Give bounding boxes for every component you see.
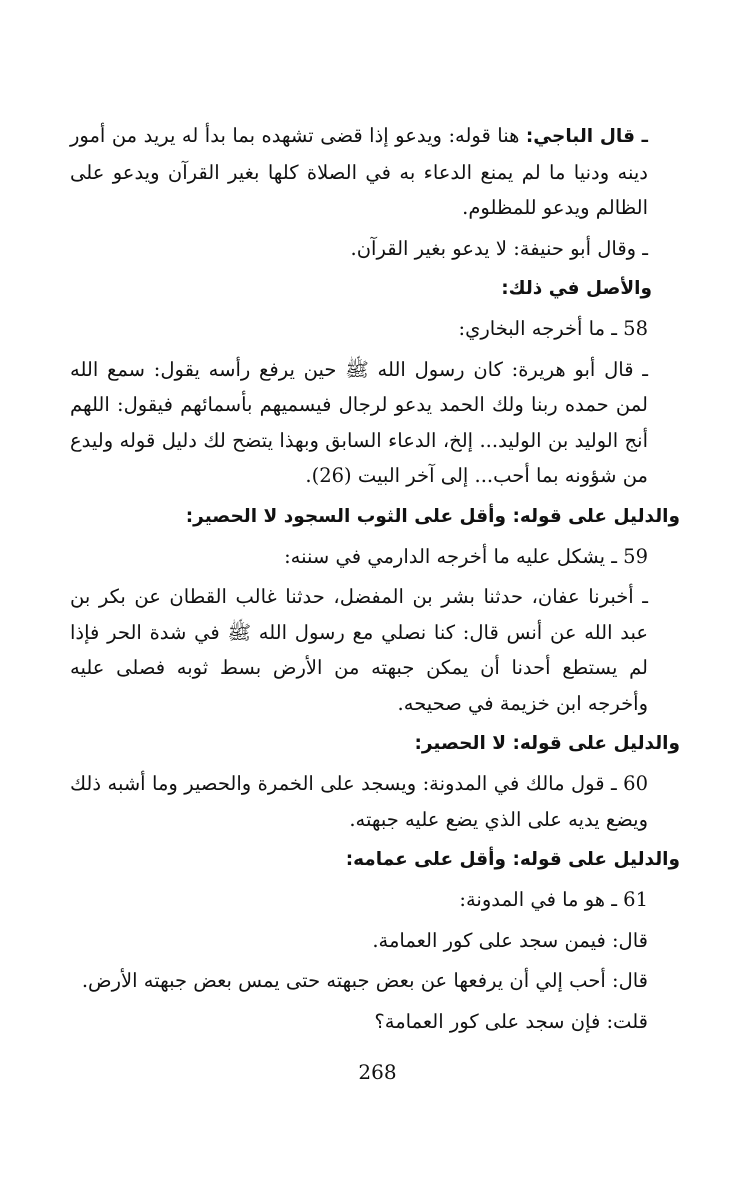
paragraph-qala-2: قال: أحب إلي أن يرفعها عن بعض جبهته حتى يمس بعض جبهته الأرض. <box>81 969 648 992</box>
paragraph-baji-lead: ـ قال الباجي: <box>525 126 648 147</box>
paragraph-59: 59 ـ يشكل عليه ما أخرجه الدارمي في سننه: <box>284 544 648 568</box>
paragraph-61: 61 ـ هو ما في المدونة: <box>459 888 648 911</box>
paragraph-abu-hurayra: ـ قال أبو هريرة: كان رسول الله ﷺ حين يرفع رأسه يقول: سمع الله لمن حمده ربنا ولك الحمد يدعو لرجال فيسميهم بأسمائهم فيقول: اللهم أنج الوليد بن الوليد... إلخ، الدعاء السابق وبهذا يتضح لك دليل قوله وليدع من شؤونه بما أحب... إلى آخر البيت (26). <box>70 357 648 487</box>
heading-origin: والأصل في ذلك: <box>501 278 652 299</box>
paragraph-baji-text: هنا قوله: ويدعو إذا قضى تشهده بما بدأ له يريد من أمور دينه ودنيا ما لم يمنع الدعاء به في الصلاة كلها بغير القرآن ويدعو على الظالم ويدعو للمظلوم. <box>70 124 648 219</box>
paragraph-58: 58 ـ ما أخرجه البخاري: <box>458 317 648 340</box>
heading-evidence-mat: والدليل على قوله: لا الحصير: <box>414 733 680 754</box>
heading-evidence-cloth: والدليل على قوله: وأقل على الثوب السجود لا الحصير: <box>185 505 680 527</box>
paragraph-affan: ـ أخبرنا عفان، حدثنا بشر بن المفضل، حدثنا غالب القطان عن بكر بن عبد الله عن أنس قال: كنا نصلي مع رسول الله ﷺ في شدة الحر فإذا لم يستطع أحدنا أن يمكن جبهته من الأرض بسط ثوبه فصلى عليه وأخرجه ابن خزيمة في صحيحه. <box>70 585 648 715</box>
page-number: 268 <box>358 1060 397 1084</box>
page-body <box>70 118 680 1044</box>
paragraph-qultu: قلت: فإن سجد على كور العمامة؟ <box>374 1009 648 1033</box>
paragraph-60: 60 ـ قول مالك في المدونة: ويسجد على الخمرة والحصير وما أشبه ذلك ويضع يديه على الذي يضع عليه جبهته. <box>70 772 648 831</box>
heading-evidence-turban: والدليل على قوله: وأقل على عمامه: <box>345 849 680 870</box>
paragraph-qala-1: قال: فيمن سجد على كور العمامة. <box>372 928 648 952</box>
paragraph-baji <box>70 118 680 226</box>
paragraph-abu-hanifa: ـ وقال أبو حنيفة: لا يدعو بغير القرآن. <box>350 236 648 260</box>
